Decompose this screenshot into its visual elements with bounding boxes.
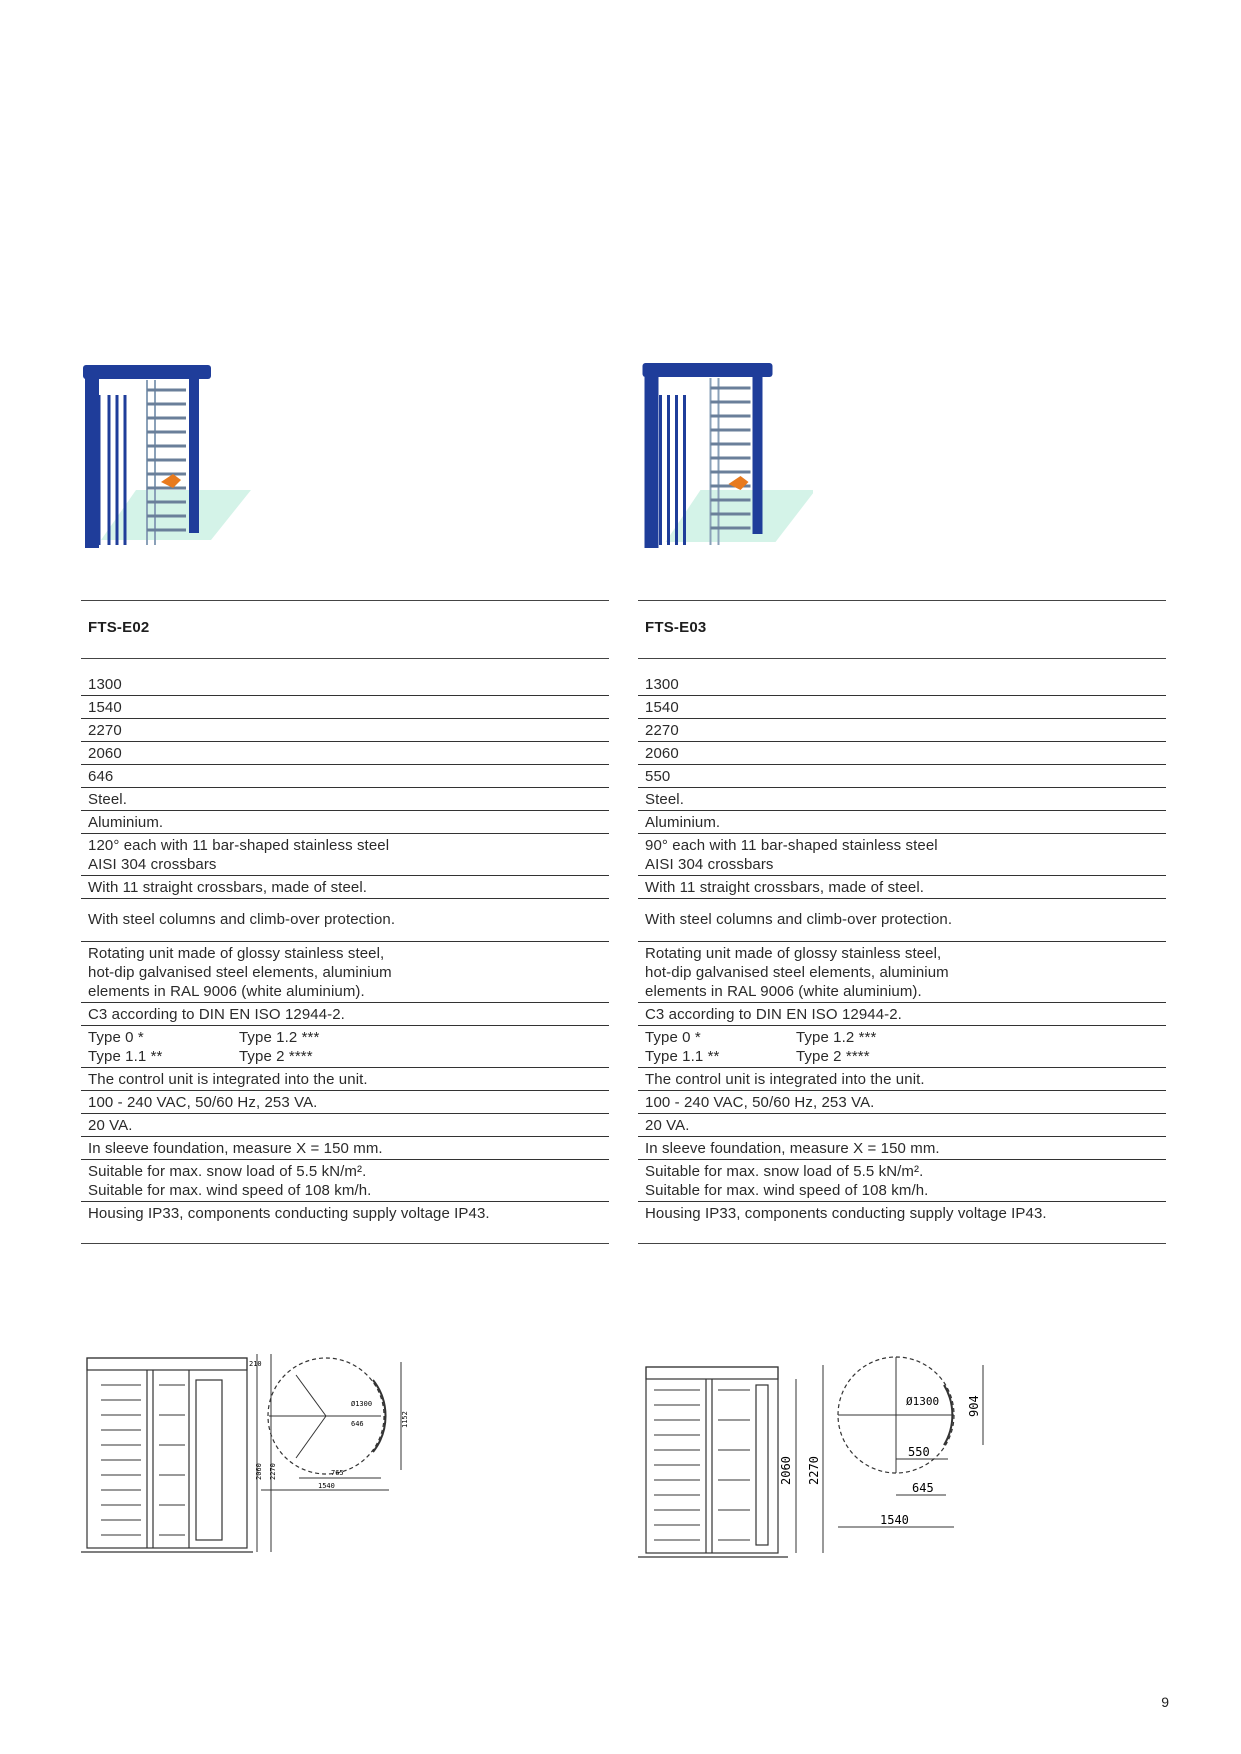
spec-row [81,719,609,742]
spec-value: Aluminium. [88,814,164,831]
spec-type-value: Type 2 **** [239,1048,313,1065]
spec-row [638,942,1166,1003]
spec-value: With steel columns and climb-over protection. [645,911,953,928]
spec-value: 1300 [645,676,679,693]
dim-arm: 646 [351,1420,364,1428]
spec-row [638,1160,1166,1202]
page-number: 9 [1161,1694,1169,1710]
spec-row [638,1026,1166,1068]
spec-row [81,1114,609,1137]
spec-row [638,1003,1166,1026]
spec-value: Suitable for max. snow load of 5.5 kN/m². [645,1163,924,1180]
spec-row [638,1068,1166,1091]
spec-row [81,811,609,834]
spec-row [638,765,1166,788]
dim-height-total: 2270 [269,1463,277,1480]
spec-value: 120° each with 11 bar-shaped stainless steel [88,837,390,854]
spec-row [81,1160,609,1202]
dim-height-inner: 2060 [255,1463,263,1480]
spec-value: C3 according to DIN EN ISO 12944-2. [645,1006,902,1023]
spec-row [638,1091,1166,1114]
spec-row [81,1026,609,1068]
turnstile-product-image [81,360,251,565]
spec-row [81,1137,609,1160]
spec-row [81,876,609,899]
spec-type-value: Type 0 * [88,1029,144,1046]
spec-value: 2270 [645,722,679,739]
spec-row [638,876,1166,899]
spec-value: Rotating unit made of glossy stainless steel, [645,945,942,962]
spec-table [81,600,609,1244]
technical-drawing [638,1355,1018,1570]
spec-value: 1300 [88,676,122,693]
spec-type-value: Type 0 * [645,1029,701,1046]
dim-depth: 904 [967,1395,981,1417]
dim-width-total: 1540 [318,1482,335,1490]
dim-width-part: 645 [912,1481,934,1495]
spec-value: Steel. [645,791,684,808]
spec-value: 20 VA. [88,1117,133,1134]
dim-diameter: Ø1300 [906,1395,940,1408]
dim-width-total: 1540 [880,1513,909,1527]
spec-type-value: Type 1.2 *** [239,1029,320,1046]
spec-row [638,719,1166,742]
spec-row [638,696,1166,719]
technical-drawing [81,1350,461,1565]
spec-value: Housing IP33, components conducting supply voltage IP43. [88,1205,490,1222]
spec-row [81,1068,609,1091]
spec-value: 2060 [645,745,679,762]
spec-value: 646 [88,768,114,785]
dim-height-inner: 2060 [779,1456,793,1485]
spec-value: With 11 straight crossbars, made of steel. [645,879,925,896]
spec-value: elements in RAL 9006 (white aluminium). [88,983,365,1000]
dim-arm: 550 [908,1445,930,1459]
spec-row [81,788,609,811]
spec-row [638,673,1166,696]
spec-row [638,788,1166,811]
spec-value: C3 according to DIN EN ISO 12944-2. [88,1006,345,1023]
spec-row [638,811,1166,834]
spec-value: Aluminium. [645,814,721,831]
spec-row [638,742,1166,765]
spec-row [81,899,609,942]
dim-diameter: Ø1300 [351,1400,373,1408]
spec-value: hot-dip galvanised steel elements, aluminium [645,964,949,981]
spec-value: 90° each with 11 bar-shaped stainless steel [645,837,938,854]
spec-value: With steel columns and climb-over protection. [88,911,396,928]
spec-type-value: Type 2 **** [796,1048,870,1065]
spec-row [81,696,609,719]
spec-value: 20 VA. [645,1117,690,1134]
dim-height-total: 2270 [807,1456,821,1485]
spec-row [81,834,609,876]
spec-value: In sleeve foundation, measure X = 150 mm. [645,1140,940,1157]
spec-value: Suitable for max. wind speed of 108 km/h. [88,1182,372,1199]
spec-value: 1540 [88,699,122,716]
spec-value: AISI 304 crossbars [645,856,774,873]
spec-value: 1540 [645,699,679,716]
spec-value: Steel. [88,791,127,808]
spec-value: 2270 [88,722,122,739]
spec-value: The control unit is integrated into the unit. [645,1071,925,1088]
spec-row [81,1091,609,1114]
spec-value: With 11 straight crossbars, made of steel. [88,879,368,896]
spec-value: Housing IP33, components conducting supply voltage IP43. [645,1205,1047,1222]
spec-rows [638,673,1166,1244]
spec-row [81,942,609,1003]
spec-rows [81,673,609,1244]
spec-value: Rotating unit made of glossy stainless steel, [88,945,385,962]
spec-row [81,1202,609,1244]
spec-table [638,600,1166,1244]
spec-value: 100 - 240 VAC, 50/60 Hz, 253 VA. [645,1094,875,1111]
spec-row [81,765,609,788]
spec-type-value: Type 1.1 ** [88,1048,163,1065]
spec-value: The control unit is integrated into the unit. [88,1071,368,1088]
spec-value: In sleeve foundation, measure X = 150 mm. [88,1140,383,1157]
spec-value: 100 - 240 VAC, 50/60 Hz, 253 VA. [88,1094,318,1111]
dim-depth: 1152 [401,1411,409,1428]
spec-value: AISI 304 crossbars [88,856,217,873]
spec-type-value: Type 1.2 *** [796,1029,877,1046]
spec-row [81,673,609,696]
dim-top: 210 [249,1360,262,1368]
model-name: FTS-E03 [638,601,1166,659]
spec-value: elements in RAL 9006 (white aluminium). [645,983,922,1000]
spec-row [638,899,1166,942]
spec-value: 2060 [88,745,122,762]
spec-value: hot-dip galvanised steel elements, aluminium [88,964,392,981]
spec-value: Suitable for max. wind speed of 108 km/h. [645,1182,929,1199]
dim-width-part: 765 [331,1469,344,1477]
spec-row [81,742,609,765]
spec-row [638,1114,1166,1137]
spec-value: 550 [645,768,671,785]
spec-row [638,1137,1166,1160]
spec-value: Suitable for max. snow load of 5.5 kN/m². [88,1163,367,1180]
spec-row [81,1003,609,1026]
spec-row [638,1202,1166,1244]
spec-row [638,834,1166,876]
turnstile-product-image [638,360,813,565]
spec-type-value: Type 1.1 ** [645,1048,720,1065]
model-name: FTS-E02 [81,601,609,659]
